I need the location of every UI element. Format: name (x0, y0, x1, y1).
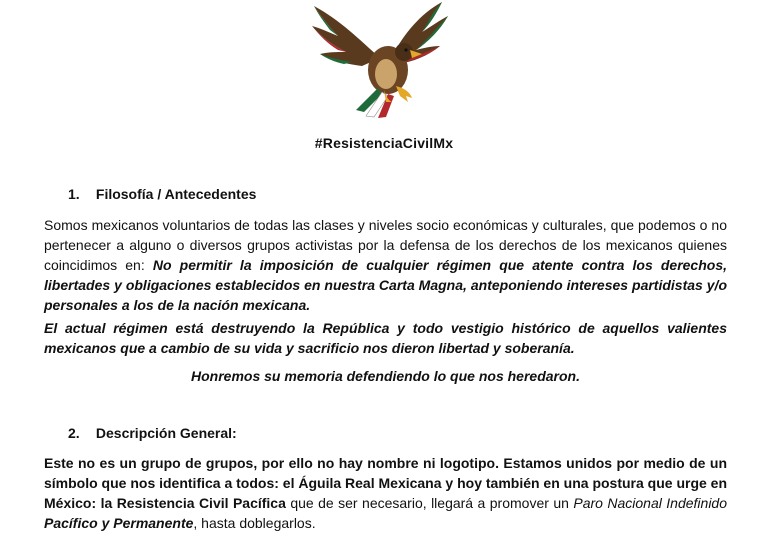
section-2-p1-plain: que de ser necesario, llegará a promover un (285, 495, 574, 511)
section-2-p1-bold-italic: Pacífico y Permanente (44, 515, 194, 531)
section-1-p1-emphasis: No permitir la imposición de cualquier régimen que atente contra los derechos, libertades y obligaciones establecidos en nuestra Carta Magna, anteponiendo intereses partidistas y/o personales a los de la nación mexicana. (44, 257, 727, 313)
section-1-heading (68, 186, 256, 202)
section-1-number: 1. (68, 186, 80, 202)
eagle-icon (300, 0, 460, 118)
left-wing (312, 6, 380, 66)
section-2-number: 2. (68, 425, 80, 441)
section-2-paragraph-1 (44, 453, 727, 533)
eagle-emblem (300, 0, 460, 118)
hashtag-title: #ResistenciaCivilMx (314, 135, 454, 151)
section-2-p1-end: , hasta doblegarlos. (193, 515, 316, 531)
section-1-paragraph-2: El actual régimen está destruyendo la República y todo vestigio histórico de aquellos valientes mexicanos que a cambio de su vida y sacrificio nos dieron libertad y soberanía. (44, 320, 727, 356)
section-2-heading (68, 425, 237, 441)
section-1-p1-text: Somos mexicanos voluntarios de todas las clases y niveles socio económicas y culturales, que podemos o no pertenecer a alguno o diversos grupos activistas por la defensa de los derechos de los mexicanos quienes coincidimos en: (44, 217, 727, 273)
section-1-paragraph-1 (44, 215, 727, 315)
section-2-title: Descripción General: (95, 425, 237, 441)
section-2-p1-resistencia: Resistencia Civil Pacífica (116, 495, 286, 511)
section-2-p1-bold: Este no es un grupo de grupos, por ello no hay nombre ni logotipo. Estamos unidos por medio de un símbolo que nos identifica a todos: el Águila Real Mexicana y hoy también en una postura que urge en México: la (44, 455, 728, 511)
section-1-paragraph-3: Honremos su memoria defendiendo lo que nos heredaron. (191, 368, 580, 384)
section-1-title: Filosofía / Antecedentes (95, 186, 257, 202)
section-2-p1-italic: Paro Nacional Indefinido (573, 495, 728, 511)
